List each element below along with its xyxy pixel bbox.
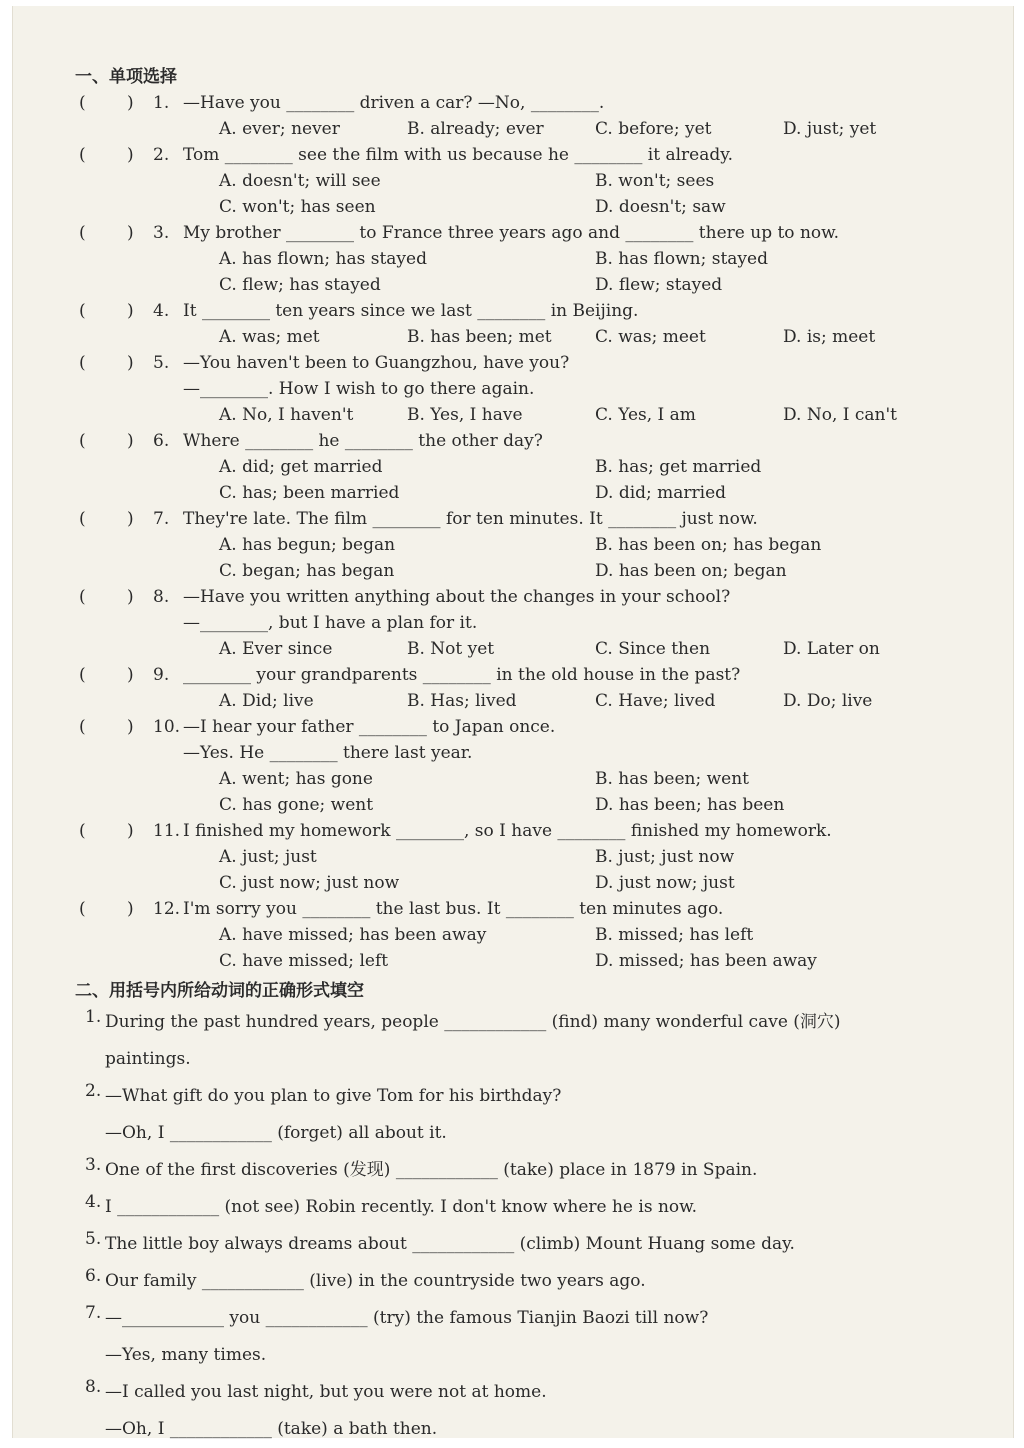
option: D. has been on; began	[595, 561, 787, 581]
option: A. has begun; began	[219, 535, 396, 555]
option: B. has been; met	[407, 327, 552, 347]
question-number: 3.	[153, 223, 170, 243]
item-text: —I called you last night, but you were not at home.	[105, 1382, 547, 1402]
option: A. did; get married	[219, 457, 383, 477]
question-number: 10.	[153, 717, 181, 737]
worksheet	[75, 64, 975, 1448]
section2-title: 二、用括号内所给动词的正确形式填空	[75, 981, 364, 1001]
option: D. just now; just	[595, 873, 735, 893]
section1-title: 一、单项选择	[75, 67, 177, 87]
question-stem-line	[111, 740, 975, 766]
option: D. No, I can't	[783, 405, 897, 425]
fill-item-8	[75, 1374, 975, 1448]
item-number: 1.	[85, 1007, 102, 1027]
item-number: 4.	[85, 1192, 102, 1212]
item-number: 3.	[85, 1155, 102, 1175]
option: B. Has; lived	[407, 691, 517, 711]
option: D. missed; has been away	[595, 951, 817, 971]
question-3	[75, 220, 975, 298]
question-9	[75, 662, 975, 714]
question-number: 6.	[153, 431, 170, 451]
option: C. Yes, I am	[595, 405, 696, 425]
option: A. went; has gone	[219, 769, 373, 789]
options-row	[111, 870, 975, 896]
question-stem-line	[111, 506, 975, 532]
options-row	[111, 948, 975, 974]
question-text: —Yes. He ________ there last year.	[183, 743, 473, 763]
item-text: I ____________ (not see) Robin recently. I don't know where he is now.	[105, 1197, 698, 1217]
option: D. just; yet	[783, 119, 877, 139]
option: B. has flown; stayed	[595, 249, 768, 269]
question-text: My brother ________ to France three years ago and ________ there up to now.	[183, 223, 840, 243]
item-text: Our family ____________ (live) in the countryside two years ago.	[105, 1271, 646, 1291]
question-stem-line	[111, 584, 975, 610]
options-row	[111, 766, 975, 792]
question-text: —Have you written anything about the changes in your school?	[183, 587, 731, 607]
question-11	[75, 818, 975, 896]
question-number: 12.	[153, 899, 181, 919]
option: C. began; has began	[219, 561, 395, 581]
question-number: 9.	[153, 665, 170, 685]
item-number: 6.	[85, 1266, 102, 1286]
section1-questions	[75, 90, 975, 974]
fill-item-5	[75, 1226, 975, 1263]
item-text: paintings.	[105, 1049, 191, 1069]
question-text: They're late. The film ________ for ten minutes. It ________ just now.	[183, 509, 758, 529]
question-6	[75, 428, 975, 506]
question-stem-line	[111, 90, 975, 116]
question-number: 8.	[153, 587, 170, 607]
option: A. ever; never	[219, 119, 340, 139]
question-4	[75, 298, 975, 350]
option: D. did; married	[595, 483, 727, 503]
question-text: It ________ ten years since we last ________ in Beijing.	[183, 301, 639, 321]
option: A. just; just	[219, 847, 317, 867]
option: B. won't; sees	[595, 171, 715, 191]
item-text: —Oh, I ____________ (forget) all about it.	[105, 1123, 447, 1143]
question-stem-line	[111, 610, 975, 636]
question-number: 4.	[153, 301, 170, 321]
question-text: I finished my homework ________, so I have ________ finished my homework.	[183, 821, 832, 841]
option: D. doesn't; saw	[595, 197, 726, 217]
section2-items	[75, 1004, 975, 1448]
question-5	[75, 350, 975, 428]
question-stem-line	[111, 220, 975, 246]
item-text: —Yes, many times.	[105, 1345, 267, 1365]
options-row	[111, 844, 975, 870]
options-row	[111, 532, 975, 558]
option: B. just; just now	[595, 847, 735, 867]
item-number: 7.	[85, 1303, 102, 1323]
question-number: 11.	[153, 821, 181, 841]
item-text: During the past hundred years, people ____________ (find) many wonderful cave (洞穴)	[105, 1012, 841, 1032]
question-stem-line	[111, 350, 975, 376]
question-text: Where ________ he ________ the other day?	[183, 431, 543, 451]
question-text: —I hear your father ________ to Japan once.	[183, 717, 556, 737]
option: B. Yes, I have	[407, 405, 523, 425]
option: A. Ever since	[219, 639, 333, 659]
option: B. Not yet	[407, 639, 495, 659]
question-stem-line	[111, 896, 975, 922]
question-text: —Have you ________ driven a car? —No, ________.	[183, 93, 605, 113]
option: B. has been on; has began	[595, 535, 822, 555]
question-text: I'm sorry you ________ the last bus. It ________ ten minutes ago.	[183, 899, 724, 919]
option: C. flew; has stayed	[219, 275, 381, 295]
item-number: 8.	[85, 1377, 102, 1397]
fill-item-3	[75, 1152, 975, 1189]
option: B. already; ever	[407, 119, 544, 139]
item-text: —What gift do you plan to give Tom for his birthday?	[105, 1086, 562, 1106]
option: A. has flown; has stayed	[219, 249, 427, 269]
question-stem-line	[111, 298, 975, 324]
fill-item-2	[75, 1078, 975, 1152]
item-number: 5.	[85, 1229, 102, 1249]
item-number: 2.	[85, 1081, 102, 1101]
question-number: 1.	[153, 93, 170, 113]
question-12	[75, 896, 975, 974]
question-2	[75, 142, 975, 220]
option: D. flew; stayed	[595, 275, 723, 295]
options-row	[111, 480, 975, 506]
options-row	[111, 792, 975, 818]
question-1	[75, 90, 975, 142]
option: A. was; met	[219, 327, 320, 347]
option: C. was; meet	[595, 327, 706, 347]
option: B. has; get married	[595, 457, 762, 477]
item-text: The little boy always dreams about ____________ (climb) Mount Huang some day.	[105, 1234, 795, 1254]
option: D. Later on	[783, 639, 880, 659]
option: A. doesn't; will see	[219, 171, 381, 191]
fill-item-6	[75, 1263, 975, 1300]
question-number: 2.	[153, 145, 170, 165]
scanned-paper	[12, 6, 1014, 1438]
option: C. just now; just now	[219, 873, 400, 893]
question-text: —You haven't been to Guangzhou, have you?	[183, 353, 570, 373]
option: A. Did; live	[219, 691, 314, 711]
options-row	[111, 194, 975, 220]
question-number: 7.	[153, 509, 170, 529]
option: B. missed; has left	[595, 925, 754, 945]
fill-item-4	[75, 1189, 975, 1226]
option: C. Since then	[595, 639, 711, 659]
fill-item-1	[75, 1004, 975, 1078]
option: A. No, I haven't	[219, 405, 354, 425]
option: C. has; been married	[219, 483, 400, 503]
question-stem-line	[111, 142, 975, 168]
options-row	[111, 636, 975, 662]
item-text: —____________ you ____________ (try) the famous Tianjin Baozi till now?	[105, 1308, 709, 1328]
question-text: ________ your grandparents ________ in the old house in the past?	[183, 665, 741, 685]
options-row	[111, 558, 975, 584]
options-row	[111, 324, 975, 350]
options-row	[111, 116, 975, 142]
option: A. have missed; has been away	[219, 925, 487, 945]
question-text: Tom ________ see the film with us because he ________ it already.	[183, 145, 733, 165]
options-row	[111, 688, 975, 714]
option: D. is; meet	[783, 327, 876, 347]
options-row	[111, 272, 975, 298]
question-text: —________. How I wish to go there again.	[183, 379, 535, 399]
question-stem-line	[111, 714, 975, 740]
options-row	[111, 454, 975, 480]
option: D. has been; has been	[595, 795, 785, 815]
question-stem-line	[111, 662, 975, 688]
option: D. Do; live	[783, 691, 873, 711]
item-text: —Oh, I ____________ (take) a bath then.	[105, 1419, 438, 1439]
option: C. before; yet	[595, 119, 712, 139]
item-text: One of the first discoveries (发现) ____________ (take) place in 1879 in Spain.	[105, 1160, 758, 1180]
question-10	[75, 714, 975, 818]
options-row	[111, 922, 975, 948]
options-row	[111, 402, 975, 428]
question-stem-line	[111, 376, 975, 402]
option: C. has gone; went	[219, 795, 374, 815]
options-row	[111, 168, 975, 194]
question-number: 5.	[153, 353, 170, 373]
fill-item-7	[75, 1300, 975, 1374]
question-text: —________, but I have a plan for it.	[183, 613, 478, 633]
option: C. Have; lived	[595, 691, 716, 711]
option: C. have missed; left	[219, 951, 389, 971]
option: B. has been; went	[595, 769, 749, 789]
question-stem-line	[111, 818, 975, 844]
options-row	[111, 246, 975, 272]
question-stem-line	[111, 428, 975, 454]
question-8	[75, 584, 975, 662]
option: C. won't; has seen	[219, 197, 376, 217]
question-7	[75, 506, 975, 584]
